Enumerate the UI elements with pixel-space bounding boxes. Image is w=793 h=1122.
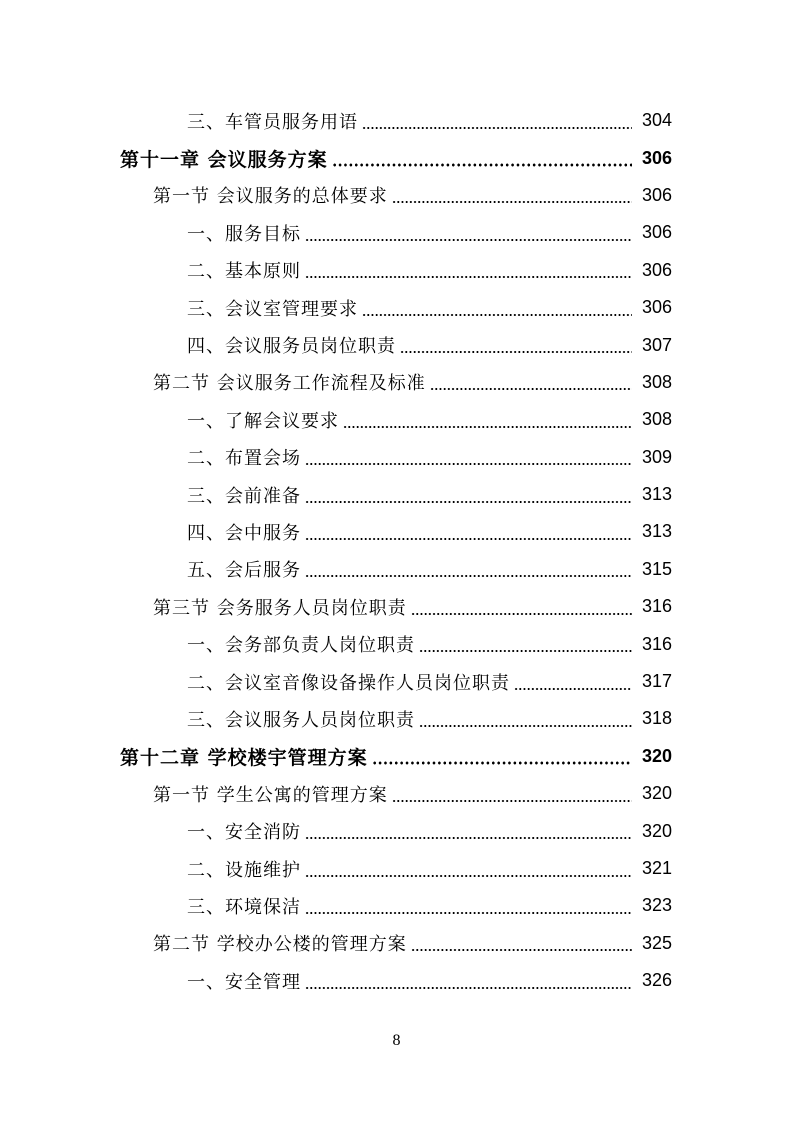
toc-entry-page-number: 316 [641,596,672,617]
toc-section-title: 第一节 会议服务的总体要求 [153,186,388,208]
toc-entry-title: 五、会后服务 [187,560,301,582]
dot-leader [332,146,632,170]
toc-entry-page-number: 325 [641,932,672,953]
toc-entry-page-number: 318 [641,708,672,729]
toc-entry-page-number: 306 [641,184,672,205]
table-of-contents [0,102,793,999]
toc-entry[interactable] [0,476,793,513]
dot-leader [305,221,632,245]
toc-chapter-entry[interactable] [0,139,793,176]
toc-section-title: 第一节 学生公寓的管理方案 [153,784,388,806]
toc-entry[interactable] [0,812,793,849]
toc-entry[interactable] [0,401,793,438]
toc-entry-page-number: 317 [641,671,672,692]
toc-entry[interactable] [0,289,793,326]
toc-entry[interactable] [0,962,793,999]
toc-entry-page-number: 313 [641,521,672,542]
toc-section-entry[interactable] [0,588,793,625]
toc-entry[interactable] [0,551,793,588]
dot-leader [430,370,632,394]
toc-entry[interactable] [0,102,793,139]
dot-leader [362,109,632,133]
toc-entry-page-number: 323 [641,895,672,916]
toc-entry-title: 二、布置会场 [187,448,301,470]
toc-entry-page-number: 320 [641,745,672,766]
toc-entry-page-number: 321 [641,858,672,878]
dot-leader [419,632,632,656]
dot-leader [305,557,632,581]
toc-entry[interactable] [0,252,793,289]
toc-section-title: 第三节 会务服务人员岗位职责 [153,597,407,619]
toc-section-entry[interactable] [0,364,793,401]
toc-entry-page-number: 306 [641,297,672,318]
toc-entry[interactable] [0,850,793,887]
toc-entry[interactable] [0,326,793,363]
toc-section-title: 第二节 学校办公楼的管理方案 [153,934,407,956]
dot-leader [372,744,632,768]
toc-chapter-entry[interactable] [0,738,793,775]
toc-entry-title: 三、会前准备 [187,485,301,507]
toc-entry-title: 二、基本原则 [187,261,301,283]
toc-entry-title: 三、会议服务人员岗位职责 [187,709,415,731]
dot-leader [514,670,632,694]
toc-entry-page-number: 308 [641,409,672,430]
toc-entry-title: 一、了解会议要求 [187,410,339,432]
toc-entry[interactable] [0,513,793,550]
toc-entry-page-number: 308 [641,371,672,392]
toc-entry-page-number: 307 [641,334,672,355]
toc-chapter-title: 第十一章 会议服务方案 [120,148,328,171]
toc-entry-title: 一、服务目标 [187,223,301,245]
toc-entry[interactable] [0,887,793,924]
dot-leader [305,894,632,918]
toc-section-title: 第二节 会议服务工作流程及标准 [153,373,426,395]
toc-section-entry[interactable] [0,775,793,812]
dot-leader [411,931,632,955]
toc-entry-page-number: 306 [641,147,672,168]
toc-entry-title: 一、安全消防 [187,822,301,844]
toc-entry-title: 二、设施维护 [187,859,301,881]
toc-entry-title: 三、环境保洁 [187,896,301,918]
toc-entry-page-number: 306 [641,259,672,280]
dot-leader [305,483,632,507]
dot-leader [305,520,632,544]
dot-leader [362,296,632,320]
page-number-footer: 8 [392,1032,401,1049]
dot-leader [305,969,632,993]
toc-entry-title: 一、会务部负责人岗位职责 [187,635,415,657]
dot-leader [400,333,632,357]
dot-leader [305,857,632,881]
toc-entry-page-number: 315 [641,558,672,579]
dot-leader [305,258,632,282]
toc-entry[interactable] [0,625,793,662]
toc-entry-title: 四、会中服务 [187,522,301,544]
dot-leader [343,408,632,432]
toc-entry-title: 二、会议室音像设备操作人员岗位职责 [187,672,510,694]
toc-entry-page-number: 320 [641,820,672,841]
toc-section-entry[interactable] [0,177,793,214]
toc-entry-title: 一、安全管理 [187,971,301,993]
toc-entry-page-number: 304 [641,110,672,131]
toc-entry-page-number: 320 [641,783,672,804]
toc-entry[interactable] [0,700,793,737]
toc-entry-title: 三、车管员服务用语 [187,111,358,133]
toc-entry[interactable] [0,663,793,700]
dot-leader [305,445,632,469]
dot-leader [419,707,632,731]
toc-entry-title: 三、会议室管理要求 [187,298,358,320]
dot-leader [411,595,632,619]
dot-leader [392,782,632,806]
toc-entry-page-number: 309 [641,446,672,467]
toc-entry[interactable] [0,439,793,476]
toc-chapter-title: 第十二章 学校楼宇管理方案 [120,746,368,769]
toc-entry-page-number: 316 [641,633,672,654]
dot-leader [392,183,632,207]
dot-leader [305,819,632,843]
toc-section-entry[interactable] [0,925,793,962]
toc-entry-page-number: 306 [641,222,672,243]
toc-entry-title: 四、会议服务员岗位职责 [187,336,396,358]
toc-entry-page-number: 313 [641,484,672,505]
toc-entry-page-number: 326 [641,970,672,991]
toc-entry[interactable] [0,214,793,251]
